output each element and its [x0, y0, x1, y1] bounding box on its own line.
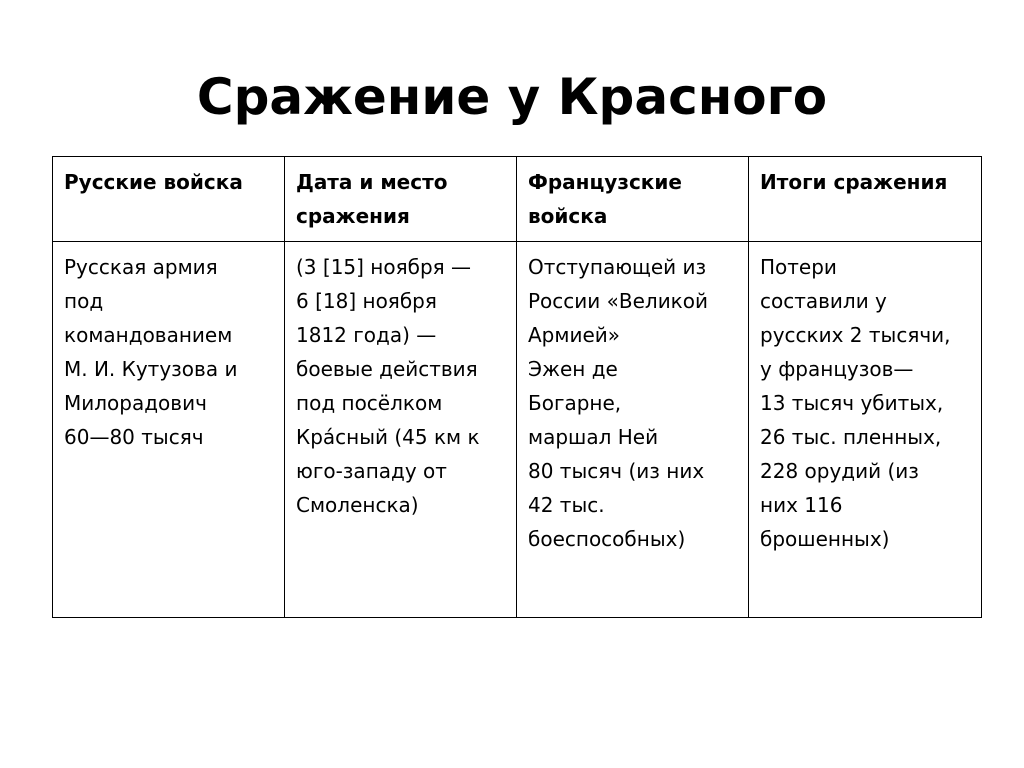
cell-date-place	[285, 242, 517, 618]
header-line: Французские	[528, 170, 682, 194]
cell-line: 6 [18] ноября	[296, 289, 437, 313]
cell-line: Армией»	[528, 323, 621, 347]
header-line: сражения	[296, 204, 410, 228]
cell-line: Смоленска)	[296, 493, 419, 517]
cell-line: Отступающей из	[528, 255, 707, 279]
cell-line: 60—80 тысяч	[64, 425, 204, 449]
header-line: Русские войска	[64, 170, 243, 194]
cell-line: Эжен де	[528, 357, 618, 381]
slide-title: Сражение у Красного	[196, 68, 828, 126]
cell-line: командованием	[64, 323, 233, 347]
cell-line: России «Великой	[528, 289, 708, 313]
cell-line: М. И. Кутузова и	[64, 357, 238, 381]
cell-line: у французов—	[760, 357, 914, 381]
cell-line: составили у	[760, 289, 887, 313]
cell-line: 42 тыс.	[528, 493, 605, 517]
header-line: войска	[528, 204, 608, 228]
battle-table	[52, 156, 982, 618]
header-line: Дата и место	[296, 170, 448, 194]
header-french-troops	[517, 157, 749, 242]
header-battle-results	[749, 157, 982, 242]
cell-line: 26 тыс. пленных,	[760, 425, 942, 449]
cell-line: маршал Ней	[528, 425, 659, 449]
cell-french-troops	[517, 242, 749, 618]
cell-line: под посёлком	[296, 391, 443, 415]
cell-line: под	[64, 289, 104, 313]
header-line: Итоги сражения	[760, 170, 948, 194]
cell-line: юго-западу от	[296, 459, 447, 483]
cell-line: Русская армия	[64, 255, 218, 279]
cell-line: них 116	[760, 493, 843, 517]
header-russian-troops	[53, 157, 285, 242]
cell-line: Кра́сный (45 км к	[296, 425, 480, 449]
cell-line: брошенных)	[760, 527, 890, 551]
cell-battle-results	[749, 242, 982, 618]
cell-line: (3 [15] ноября —	[296, 255, 472, 279]
cell-line: Богарне,	[528, 391, 622, 415]
cell-line: боеспособных)	[528, 527, 686, 551]
cell-line: 1812 года) —	[296, 323, 437, 347]
table-header-row	[53, 157, 982, 242]
cell-line: русских 2 тысячи,	[760, 323, 951, 347]
cell-line: 13 тысяч убитых,	[760, 391, 944, 415]
header-date-place	[285, 157, 517, 242]
cell-line: Потери	[760, 255, 837, 279]
cell-line: 228 орудий (из	[760, 459, 919, 483]
cell-russian-troops	[53, 242, 285, 618]
cell-line: Милорадович	[64, 391, 207, 415]
cell-line: боевые действия	[296, 357, 478, 381]
cell-line: 80 тысяч (из них	[528, 459, 705, 483]
table-row	[53, 242, 982, 618]
